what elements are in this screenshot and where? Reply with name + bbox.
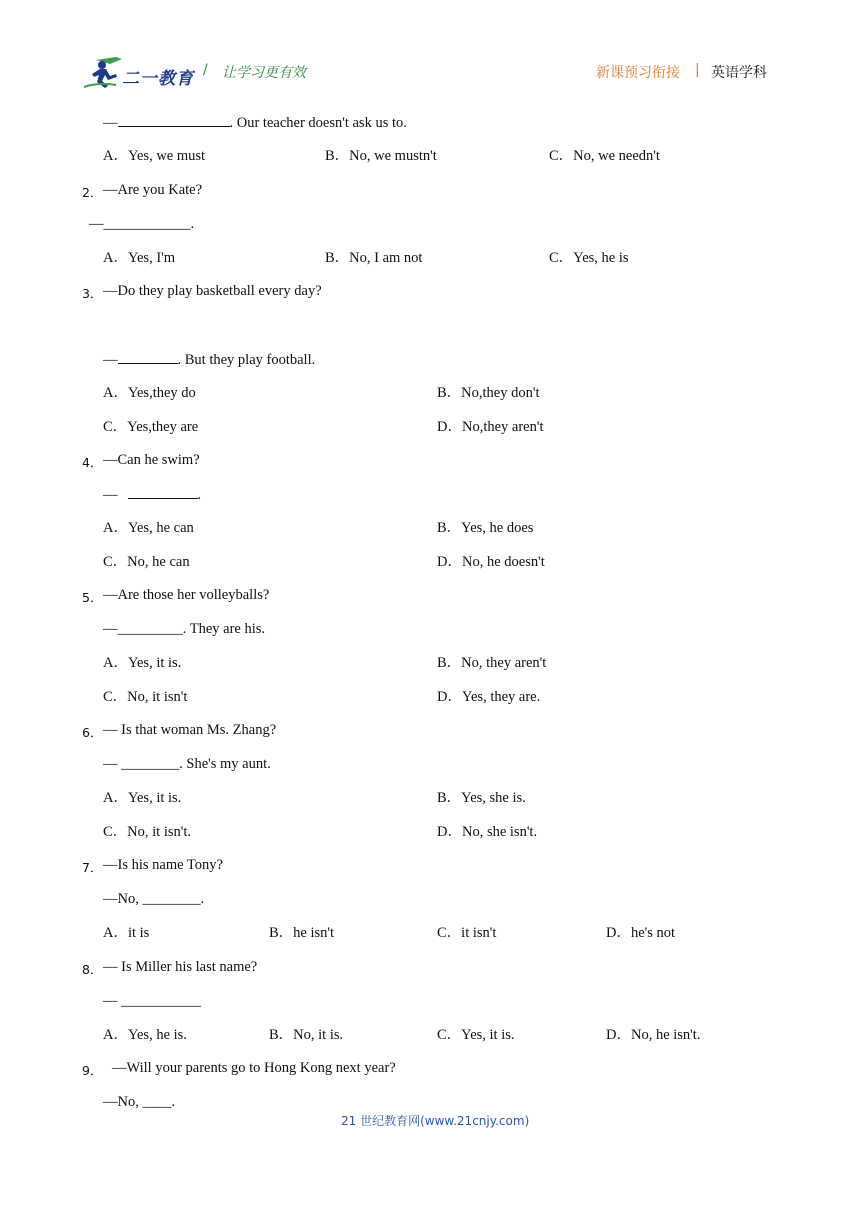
header-course-label: 新课预习衔接	[596, 65, 680, 81]
q2-option-c[interactable]: C．Yes, he is	[549, 250, 629, 266]
q3-option-d[interactable]: D．No,they aren't	[437, 419, 544, 435]
q5-number: 5．	[82, 590, 103, 605]
q3-option-a[interactable]: A．Yes,they do	[103, 385, 196, 401]
q8-answer-blank[interactable]: ___________	[121, 993, 201, 1009]
logo	[82, 56, 192, 90]
q5-option-a[interactable]: A．Yes, it is.	[103, 655, 182, 671]
q2-answer-suffix: .	[190, 216, 195, 232]
q1-option-a[interactable]: A．Yes, we must	[103, 148, 206, 164]
q6-option-a[interactable]: A．Yes, it is.	[103, 790, 182, 806]
q9-answer-suffix: .	[171, 1094, 176, 1110]
q2-option-b[interactable]: B．No, I am not	[325, 250, 423, 266]
q1-answer-blank[interactable]	[118, 113, 230, 127]
q1-option-c[interactable]: C．No, we needn't	[549, 148, 660, 164]
q6-option-d[interactable]: D．No, she isn't.	[437, 824, 538, 840]
q7-option-a[interactable]: A．it is	[103, 925, 150, 941]
q1-answer-line	[103, 113, 407, 132]
q8-prompt: — Is Miller his last name?	[103, 959, 258, 975]
q4-number: 4．	[82, 455, 103, 470]
q3-answer-prefix: —	[103, 352, 118, 368]
q5-answer-line	[103, 620, 265, 638]
q8-option-d[interactable]: D．No, he isn't.	[606, 1027, 701, 1043]
q5-option-d[interactable]: D．Yes, they are.	[437, 689, 541, 705]
q8-option-b[interactable]: B．No, it is.	[269, 1027, 344, 1043]
q1-answer-suffix: . Our teacher doesn't ask us to.	[229, 115, 407, 131]
q9-number: 9．	[82, 1063, 103, 1078]
q2-number: 2．	[82, 185, 103, 200]
q9-answer-prefix: —No,	[103, 1094, 143, 1110]
q1-answer-prefix: —	[103, 115, 118, 131]
q6-option-c[interactable]: C．No, it isn't.	[103, 824, 192, 840]
q4-prompt: —Can he swim?	[103, 452, 200, 468]
q6-option-b[interactable]: B．Yes, she is.	[437, 790, 526, 806]
q9-prompt: —Will your parents go to Hong Kong next year?	[112, 1060, 396, 1076]
footer-link[interactable]: 21 世纪教育网(www.21cnjy.com)	[341, 1114, 530, 1128]
q3-answer-suffix: . But they play football.	[177, 352, 316, 368]
q1-option-b[interactable]: B．No, we mustn't	[325, 148, 437, 164]
q9-answer-line	[103, 1093, 175, 1111]
header-slash: /	[203, 62, 208, 78]
q7-answer-blank[interactable]: ________	[142, 891, 201, 907]
header-separator: |	[695, 62, 700, 78]
q4-option-b[interactable]: B．Yes, he does	[437, 520, 534, 536]
q4-answer-line	[103, 485, 201, 504]
q8-answer-prefix: —	[103, 993, 122, 1009]
q3-option-c[interactable]: C．Yes,they are	[103, 419, 199, 435]
q6-prompt: — Is that woman Ms. Zhang?	[103, 722, 277, 738]
q4-option-c[interactable]: C．No, he can	[103, 554, 190, 570]
q4-option-d[interactable]: D．No, he doesn't	[437, 554, 545, 570]
q4-answer-prefix: —	[103, 487, 118, 503]
q6-answer-line	[103, 755, 271, 773]
q6-answer-prefix: —	[103, 756, 122, 772]
q2-answer-prefix: —	[89, 216, 104, 232]
q7-answer-suffix: .	[200, 891, 205, 907]
q2-answer-blank[interactable]: ____________	[103, 216, 191, 232]
q5-answer-prefix: —	[103, 621, 118, 637]
q5-answer-blank[interactable]: _________	[117, 621, 183, 637]
q7-option-b[interactable]: B．he isn't	[269, 925, 335, 941]
q6-answer-suffix: . She's my aunt.	[179, 756, 271, 772]
q8-answer-line	[103, 992, 201, 1010]
q7-answer-prefix: —No,	[103, 891, 143, 907]
q3-prompt: —Do they play basketball every day?	[103, 283, 322, 299]
q7-option-d[interactable]: D．he's not	[606, 925, 676, 941]
header-subject: 英语学科	[711, 65, 767, 81]
header-slogan: 让学习更有效	[222, 65, 306, 81]
q3-number: 3．	[82, 286, 103, 301]
q8-option-c[interactable]: C．Yes, it is.	[437, 1027, 515, 1043]
q8-option-a[interactable]: A．Yes, he is.	[103, 1027, 187, 1043]
q5-option-c[interactable]: C．No, it isn't	[103, 689, 188, 705]
q5-answer-suffix: . They are his.	[182, 621, 266, 637]
q5-option-b[interactable]: B．No, they aren't	[437, 655, 547, 671]
q4-answer-suffix: .	[197, 487, 202, 503]
q3-answer-line	[103, 350, 315, 369]
q8-number: 8．	[82, 962, 103, 977]
q2-option-a[interactable]: A．Yes, I'm	[103, 250, 176, 266]
logo-text: 二一教育	[122, 69, 194, 89]
q9-answer-blank[interactable]: ____	[142, 1094, 172, 1110]
q4-answer-blank[interactable]	[128, 485, 198, 499]
q5-prompt: —Are those her volleyballs?	[103, 587, 270, 603]
q6-answer-blank[interactable]: ________	[121, 756, 180, 772]
q7-answer-line	[103, 890, 204, 908]
q2-prompt: —Are you Kate?	[103, 182, 203, 198]
q7-number: 7．	[82, 860, 103, 875]
q6-number: 6．	[82, 725, 103, 740]
q3-option-b[interactable]: B．No,they don't	[437, 385, 540, 401]
q3-answer-blank[interactable]	[118, 350, 178, 364]
q4-option-a[interactable]: A．Yes, he can	[103, 520, 194, 536]
runner-logo-icon	[82, 56, 126, 90]
q2-answer-line	[89, 215, 194, 233]
q7-option-c[interactable]: C．it isn't	[437, 925, 497, 941]
q7-prompt: —Is his name Tony?	[103, 857, 223, 873]
